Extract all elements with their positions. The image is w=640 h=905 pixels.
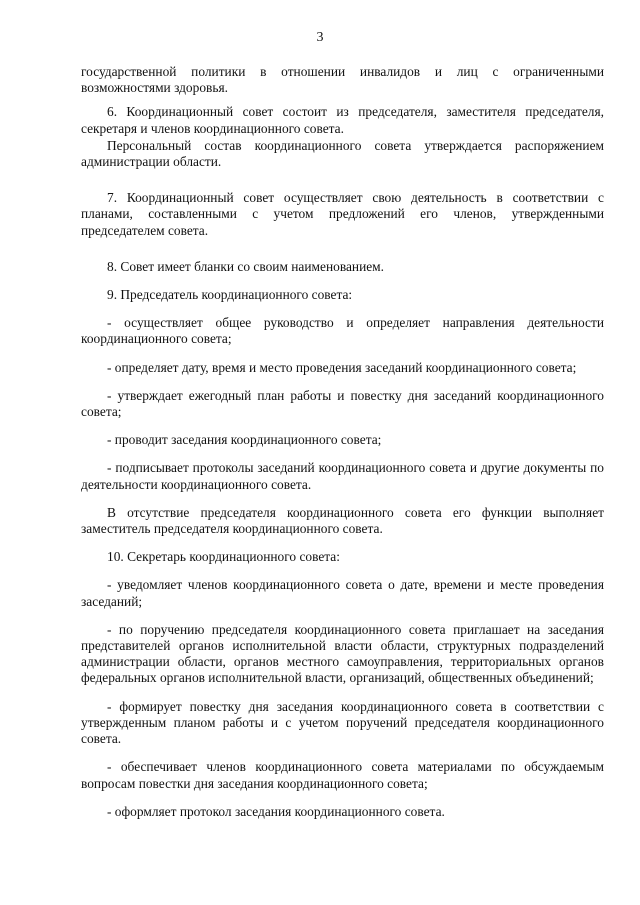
paragraph-personnel: Персональный состав координационного совета утверждается распоряжением администрации области.	[81, 137, 604, 170]
paragraph-deputy: В отсутствие председателя координационного совета его функции выполняет заместитель председателя координационного совета.	[81, 504, 604, 537]
list-item: - утверждает ежегодный план работы и повестку дня заседаний координационного совета;	[81, 387, 604, 420]
list-item: - оформляет протокол заседания координационного совета.	[107, 803, 445, 819]
paragraph-item-6: 6. Координационный совет состоит из председателя, заместителя председателя, секретаря и членов координационного совета.	[81, 104, 604, 136]
list-item: - обеспечивает членов координационного совета материалами по обсуждаемым вопросам повестки дня заседания координационного совета;	[81, 759, 604, 791]
paragraph-continuation: государственной политики в отношении инвалидов и лиц с ограниченными возможностями здоровья.	[81, 64, 604, 96]
list-item: - подписывает протоколы заседаний координационного совета и другие документы по деятельности координационного совета.	[81, 460, 604, 492]
paragraph-item-9: 9. Председатель координационного совета:	[107, 287, 353, 303]
list-item: - по поручению председателя координационного совета приглашает на заседания представителей органов исполнительной власти области, структурных подразделений администрации области, органов местного самоуправления, территориальных органов федеральных органов исполнительной власти, организаций, общественных объединений;	[81, 621, 604, 686]
list-item: - осуществляет общее руководство и определяет направления деятельности координационного совета;	[81, 315, 604, 347]
list-item: - проводит заседания координационного совета;	[107, 432, 382, 448]
list-item: - определяет дату, время и место проведения заседаний координационного совета;	[107, 359, 577, 375]
document-body	[81, 64, 604, 820]
paragraph-item-8: 8. Совет имеет бланки со своим наименованием.	[107, 258, 385, 274]
page-number: 3	[316, 30, 324, 45]
list-item: - формирует повестку дня заседания координационного совета в соответствии с утвержденным планом работы и с учетом поручений председателя координационного совета.	[81, 698, 604, 747]
paragraph-item-10: 10. Секретарь координационного совета:	[107, 549, 340, 565]
paragraph-item-7: 7. Координационный совет осуществляет свою деятельность в соответствии с планами, составленными с учетом предложений его членов, утвержденными председателем совета.	[81, 190, 604, 238]
list-item: - уведомляет членов координационного совета о дате, времени и месте проведения заседаний;	[81, 577, 604, 609]
